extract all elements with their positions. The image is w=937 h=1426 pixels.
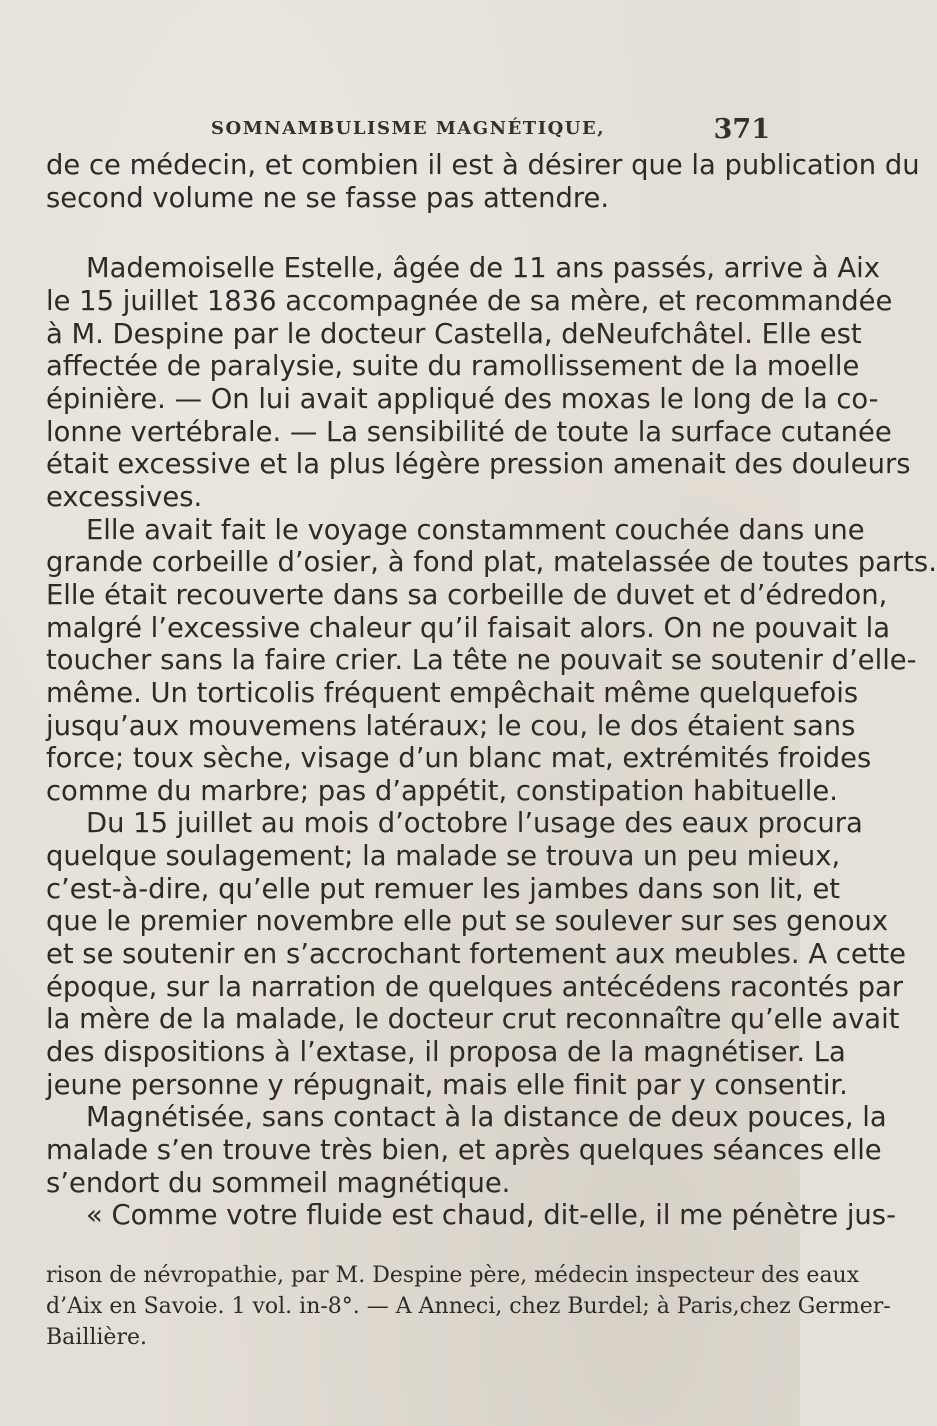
text-line: malade s’en trouve très bien, et après quelques séances elle — [46, 1135, 882, 1167]
text-line: quelque soulagement; la malade se trouva un peu mieux, — [46, 841, 841, 873]
text-line: malgré l’excessive chaleur qu’il faisait alors. On ne pouvait la — [46, 612, 891, 644]
text-line: grande corbeille d’osier, à fond plat, matelassée de toutes parts. — [46, 547, 937, 579]
footnote-line: d’Aix en Savoie. 1 vol. in-8°. — A Anneci, chez Burdel; à Paris,chez Germer- — [46, 1294, 891, 1319]
paragraph-voyage — [46, 514, 937, 809]
text-line: à M. Despine par le docteur Castella, deNeufchâtel. Elle est — [46, 318, 862, 350]
text-line: que le premier novembre elle put se soulever sur ses genoux — [46, 906, 889, 938]
paragraph-treatment — [46, 808, 907, 1102]
running-title: SOMNAMBULISME MAGNÉTIQUE, — [211, 118, 605, 139]
text-line: et se soutenir en s’accrochant fortement aux meubles. A cette — [46, 939, 907, 971]
running-head — [46, 114, 770, 148]
text-line: Mademoiselle Estelle, âgée de 11 ans passés, arrive à Aix — [86, 253, 880, 285]
text-line: « Comme votre fluide est chaud, dit-elle, il me pénètre jus- — [86, 1200, 896, 1232]
text-line: était excessive et la plus légère pression amenait des douleurs — [46, 449, 911, 481]
footnote-line: rison de névropathie, par M. Despine père, médecin inspecteur des eaux — [46, 1263, 860, 1288]
text-line: des dispositions à l’extase, il proposa de la magnétiser. La — [46, 1037, 846, 1069]
footnote — [46, 1260, 891, 1353]
text-line: jeune personne y répugnait, mais elle finit par y consentir. — [46, 1069, 848, 1101]
text-line: second volume ne se fasse pas attendre. — [46, 182, 610, 214]
text-line: de ce médecin, et combien il est à désirer que la publication du — [46, 150, 920, 181]
text-line: Elle avait fait le voyage constamment couchée dans une — [86, 514, 865, 546]
paragraph-estelle — [46, 253, 911, 514]
text-line: lonne vertébrale. — La sensibilité de toute la surface cutanée — [46, 416, 892, 448]
footnote-line: Baillière. — [46, 1325, 147, 1350]
text-line: Elle était recouverte dans sa corbeille de duvet et d’édredon, — [46, 579, 888, 611]
paragraph-gap — [46, 215, 770, 253]
text-line: Du 15 juillet au mois d’octobre l’usage des eaux procura — [86, 808, 863, 840]
text-line: s’endort du sommeil magnétique. — [46, 1167, 511, 1199]
text-line: affectée de paralysie, suite du ramollissement de la moelle — [46, 351, 860, 383]
text-line: jusqu’aux mouvemens latéraux; le cou, le dos étaient sans — [46, 710, 856, 742]
paragraph-continuation — [46, 150, 920, 215]
text-line: épinière. — On lui avait appliqué des moxas le long de la co- — [46, 383, 879, 415]
paragraph-magnetisation — [46, 1102, 887, 1200]
text-line: toucher sans la faire crier. La tête ne pouvait se soutenir d’elle- — [46, 645, 917, 677]
text-line: le 15 juillet 1836 accompagnée de sa mère, et recommandée — [46, 285, 893, 317]
text-line: c’est-à-dire, qu’elle put remuer les jambes dans son lit, et — [46, 873, 841, 905]
body-text — [46, 150, 937, 1233]
paragraph-quote — [46, 1200, 896, 1233]
page-number: 371 — [713, 114, 770, 145]
text-line: la mère de la malade, le docteur crut reconnaître qu’elle avait — [46, 1004, 900, 1036]
text-line: époque, sur la narration de quelques antécédens racontés par — [46, 971, 904, 1003]
text-line: force; toux sèche, visage d’un blanc mat, extrémités froides — [46, 743, 872, 775]
text-line: excessives. — [46, 481, 203, 513]
text-line: comme du marbre; pas d’appétit, constipation habituelle. — [46, 775, 838, 807]
text-line: même. Un torticolis fréquent empêchait même quelquefois — [46, 677, 859, 709]
text-line: Magnétisée, sans contact à la distance de deux pouces, la — [86, 1102, 887, 1134]
